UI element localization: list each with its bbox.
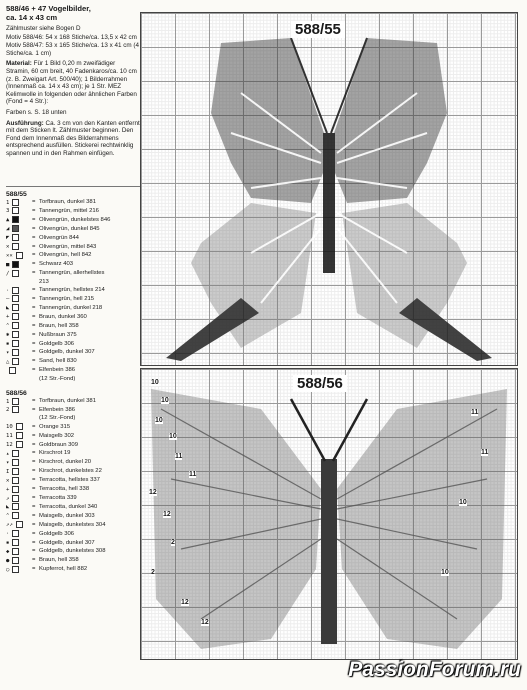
key-symbol: ✕ [6,477,32,486]
key-row [6,313,140,322]
intro-p2: Motiv 588/46: 54 x 168 Stiche/ca. 13,5 x 42 cm [6,33,137,41]
key-symbol: ∕ [6,270,32,279]
key-label: Tannengrün, allerhellstes [39,270,105,277]
key-swatch [12,331,19,338]
key-equals: = [32,512,36,519]
ausfuehrung-text: Ca. 3 cm von den Kanten entfernt mit dem Sticken lt. Zählmuster beginnen. Den Fond dem Innenmaß des Bilderrahmens entsprechend ausfüllen. Stickerei rechtwinklig spannen und in den Rahmen einfügen. [6,119,140,157]
key-row [6,530,140,539]
instructions-column [6,4,140,575]
key-symbol: + [6,313,32,322]
key-row [6,468,140,477]
key-swatch [16,423,23,430]
key-equals: = [32,557,36,564]
material-paragraph [6,60,140,106]
key-swatch [12,199,19,206]
key-symbol: 1 [6,199,32,208]
key-label: Kupferrot, hell 882 [39,566,88,573]
key-label: Terracotta, dunkel 340 [39,503,98,510]
key-equals: = [32,287,36,294]
key-row [6,270,140,279]
key-row [6,432,140,441]
key-symbol: ✱ [6,331,32,340]
key-symbol: ×× [6,252,32,261]
key-row [6,406,140,415]
key-label: Olivengrün 844 [39,234,79,241]
key-row [6,216,140,225]
key-row [6,295,140,304]
key-swatch [12,295,19,302]
key-label: Tannengrün, mittel 216 [39,207,99,214]
key-symbol: ▲ [6,216,32,225]
key-label: Braun, dunkel 360 [39,313,87,320]
key-equals: = [32,252,36,259]
header-line-1: 588/46 + 47 Vogelbilder, [6,4,91,13]
key-equals: = [32,304,36,311]
watermark: PassionForum.ru [348,658,521,681]
key-56-title: 588/56 [6,389,27,397]
butterfly-pattern-55 [141,13,517,365]
key-symbol: 10 [6,423,32,432]
key-swatch [12,495,19,502]
key-equals: = [32,503,36,510]
key-row [6,477,140,486]
key-row [6,521,140,530]
key-label: Olivengrün, dunkelstes 846 [39,216,111,223]
key-label: Kirschrot, dunkel 20 [39,459,92,466]
key-equals: = [32,548,36,555]
key-equals: = [32,477,36,484]
key-swatch [12,313,19,320]
butterfly-pattern-56 [141,369,517,659]
antenna-right-56 [333,399,367,461]
key-row [6,557,140,566]
key-equals: = [32,459,36,466]
body-55 [323,133,335,273]
key-label: Tannengrün, hell 215 [39,295,95,302]
key-label: Goldgelb, dunkelstes 308 [39,548,106,555]
header-line-2: ca. 14 x 43 cm [6,13,58,22]
key-symbol: ● [6,557,32,566]
key-swatch [16,521,23,528]
key-row [6,367,140,376]
key-swatch [12,486,19,493]
key-swatch [12,225,19,232]
key-swatch [12,530,19,537]
chart-56-stitch-label: 12 [149,489,157,496]
key-row [6,252,140,261]
chart-56-stitch-label: 12 [163,511,171,518]
chart-56-stitch-label: 10 [155,417,163,424]
key-label: Goldgelb 306 [39,340,75,347]
key-equals: = [32,432,36,439]
chart-56-stitch-label: 10 [441,569,449,576]
key-row [6,207,140,216]
key-swatch [12,557,19,564]
key-label: Elfenbein 386 [39,406,76,413]
key-label: Kirschrot 19 [39,450,71,457]
key-row-continuation: 213 [39,278,49,285]
key-swatch [12,548,19,555]
ausfuehrung-label: Ausführung: [6,119,44,127]
key-symbol: 3 [6,207,32,216]
key-swatch [12,358,19,365]
key-swatch [12,398,19,405]
color-key-55 [6,199,140,384]
key-row [6,566,140,575]
key-swatch [12,539,19,546]
key-symbol: I [6,468,32,477]
divider [6,186,140,187]
chart-56-stitch-label: 10 [161,397,169,404]
key-row-continuation: (12 Str.-Fond) [39,415,76,422]
key-swatch [12,270,19,277]
key-label: Kirschrot, dunkelstes 22 [39,468,102,475]
key-symbol: ◣ [6,503,32,512]
key-row [6,261,140,270]
key-equals: = [32,358,36,365]
key-symbol: ⌃ [6,512,32,521]
key-equals: = [32,406,36,413]
key-swatch [12,322,19,329]
chart-588-55 [140,12,518,366]
key-equals: = [32,441,36,448]
key-label: Goldgelb, dunkel 307 [39,349,95,356]
chart-56-stitch-label: 11 [471,409,479,416]
key-swatch [16,252,23,259]
chart-56-stitch-label: 10 [151,379,159,386]
key-equals: = [32,486,36,493]
key-row [6,503,140,512]
key-row [6,349,140,358]
key-equals: = [32,322,36,329]
chart-56-stitch-label: 2 [151,569,155,576]
key-row [6,398,140,407]
key-label: Maisgelb, dunkelstes 304 [39,521,106,528]
chart-56-stitch-label: 11 [175,453,183,460]
key-equals: = [32,216,36,223]
body-56 [321,459,337,644]
key-symbol: ○ [6,566,32,575]
key-swatch [9,367,16,374]
intro-p1: Zählmuster siehe Bogen D [6,25,81,32]
ausfuehrung-paragraph [6,120,140,158]
key-label: Tannengrün, hellstes 214 [39,287,105,294]
key-label: Goldbraun 309 [39,441,78,448]
key-symbol: – [6,295,32,304]
chart-56-stitch-label: 12 [181,599,189,606]
key-equals: = [32,331,36,338]
key-row [6,287,140,296]
chart-588-56 [140,368,518,660]
key-swatch [12,349,19,356]
key-label: Torfbraun, dunkel 381 [39,398,96,405]
key-swatch [12,216,19,223]
key-swatch [12,566,19,573]
key-label: Torfbraun, dunkel 381 [39,199,96,205]
key-row [6,495,140,504]
key-swatch [12,468,19,475]
key-symbol: ⌃ [6,322,32,331]
key-row [6,234,140,243]
key-swatch [12,406,19,413]
key-row [6,548,140,557]
key-symbol: ▴ [6,450,32,459]
key-symbol: 1 [6,398,32,407]
key-symbol: · [6,530,32,539]
key-symbol [6,367,32,376]
key-equals: = [32,243,36,250]
material-label: Material: [6,60,32,68]
wing-left-56 [151,389,321,649]
key-row [6,243,140,252]
key-row [6,331,140,340]
key-swatch [12,287,19,294]
key-equals: = [32,495,36,501]
key-swatch [12,207,19,214]
key-label: Braun, hell 358 [39,322,79,329]
key-row [6,340,140,349]
key-row [6,358,140,367]
chart-56-title: 588/56 [293,375,347,392]
key-symbol: ✕ [6,243,32,252]
key-label: Goldgelb, dunkel 307 [39,539,95,546]
key-equals: = [32,313,36,320]
key-swatch [12,261,19,268]
key-equals: = [32,349,36,356]
key-swatch [12,243,19,250]
key-equals: = [32,398,36,405]
chart-56-stitch-label: 11 [481,449,489,456]
key-equals: = [32,295,36,302]
key-row-continuation: (12 Str.-Fond) [39,375,76,382]
key-equals: = [32,367,36,374]
key-equals: = [32,468,36,475]
key-label: Terracotta, hellstes 337 [39,477,100,484]
key-equals: = [32,234,36,241]
key-row [6,441,140,450]
key-symbol: 12 [6,441,32,450]
antenna-left-56 [291,399,325,461]
key-symbol: ◆ [6,548,32,557]
chart-56-stitch-label: 10 [459,499,467,506]
key-equals: = [32,261,36,268]
chart-56-stitch-label: 11 [189,471,197,478]
key-symbol: · [6,287,32,296]
key-equals: = [32,423,36,430]
key-symbol: 11 [6,432,32,441]
key-swatch [12,234,19,241]
key-label: Nußbraun 375 [39,331,77,338]
key-swatch [12,477,19,484]
key-row [6,423,140,432]
material-text: Für 1 Bild 0,20 m zweifädiger Stramin, 60 cm breit, 40 Fadenkaros/ca. 10 cm (z. B. Zweigart Art. 500/40); 1 Bilderrahmen (Innenmaß ca. 14 x 43 cm); je 1 Str. MEZ Kelimwolle in folgenden oder ähnlichen Farben (Fond = 4 Str.): [6,60,137,106]
key-equals: = [32,539,36,546]
key-label: Tannengrün, dunkel 218 [39,304,103,311]
key-row [6,199,140,208]
key-symbol: + [6,486,32,495]
key-swatch [12,459,19,466]
key-label: Maisgelb, dunkel 303 [39,512,95,519]
key-label: Elfenbein 386 [39,367,76,374]
key-row [6,225,140,234]
intro-p3: Motiv 588/47: 53 x 165 Stiche/ca. 13 x 41 cm (4 Stiche/ca. 1 cm) [6,42,140,57]
chart-56-stitch-label: 12 [201,619,209,626]
wing-right-56 [337,389,507,649]
key-swatch [12,304,19,311]
color-key-56 [6,398,140,575]
key-label: Olivengrün, hell 842 [39,252,92,259]
key-swatch [12,340,19,347]
key-row [6,486,140,495]
key-equals: = [32,530,36,537]
key-equals: = [32,225,36,232]
key-label: Braun, hell 358 [39,557,79,564]
key-symbol: 2 [6,406,32,415]
key-label: Schwarz 403 [39,261,74,268]
key-symbol: ▾ [6,459,32,468]
key-label: Orange 315 [39,423,71,430]
key-equals: = [32,566,36,573]
key-swatch [12,503,19,510]
key-symbol: ▾ [6,349,32,358]
key-symbol: △ [6,358,32,367]
key-55-title: 588/55 [6,190,27,198]
key-swatch [16,432,23,439]
farben-note: Farben s. S. 18 unten [6,108,67,116]
key-row [6,512,140,521]
key-symbol: ▪ [6,539,32,548]
key-label: Terracotta, hell 338 [39,486,90,493]
key-equals: = [32,199,36,205]
key-symbol: ◣ [6,304,32,313]
key-equals: = [32,270,36,277]
key-row [6,322,140,331]
key-row [6,459,140,468]
key-swatch [16,441,23,448]
key-label: Olivengrün, dunkel 845 [39,225,100,232]
key-row [6,304,140,313]
key-symbol: ◢ [6,225,32,234]
key-symbol: ▪ [6,340,32,349]
key-row [6,539,140,548]
key-row [6,450,140,459]
chart-56-stitch-label: 10 [169,433,177,440]
key-equals: = [32,340,36,347]
key-symbol: ↗ [6,495,32,504]
key-label: Goldgelb 306 [39,530,75,537]
key-label: Olivengrün, mittel 843 [39,243,97,250]
key-equals: = [32,207,36,214]
key-label: Terracotta 339 [39,495,77,501]
key-symbol: ◤ [6,234,32,243]
key-label: Maisgelb 302 [39,432,75,439]
chart-56-stitch-label: 2 [171,539,175,546]
key-swatch [12,450,19,457]
key-equals: = [32,450,36,457]
key-label: Sand, hell 830 [39,358,77,365]
chart-55-title: 588/55 [291,21,345,38]
key-symbol: ■ [6,261,32,270]
key-swatch [12,512,19,519]
key-symbol: ↗↗ [6,521,32,530]
key-equals: = [32,521,36,528]
